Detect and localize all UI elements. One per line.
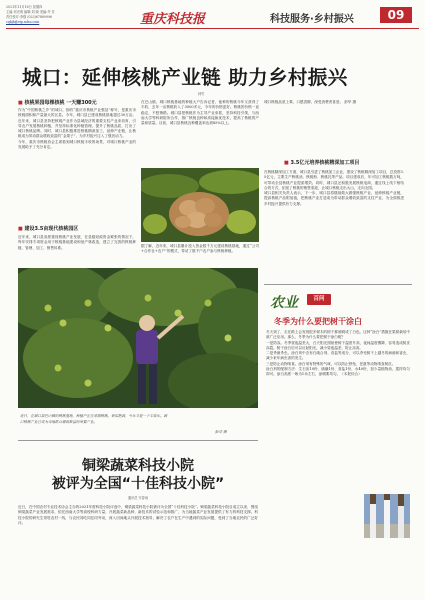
editor-line: 主编:邓光明 编辑:刘 晓 美编:许 芳 [6, 10, 55, 14]
orchard-photo-caption: 近日，在城口县巴山镇的核桃基地，种植户正在采摘核桃。果实饱满，今年又是一个丰收年。城口核桃产业已成为当地群众增收致富的重要产业。 [20, 414, 167, 424]
contact-line: 责任校对:李强 (023)67889996 [6, 15, 53, 19]
email-link[interactable]: cqkjb@vip.sohu.com [6, 20, 40, 24]
agri-badge: 百问 [307, 294, 331, 305]
lead-byline: 林竹 [198, 92, 205, 96]
subhead-marker: ■ [284, 160, 289, 166]
orchard-photo [18, 268, 258, 408]
bottom-byline: 通讯员 安春雨 [127, 496, 149, 500]
subhead-3: ■ 3.5亿元培养核桃精深加工项目 [284, 160, 360, 166]
bottom-headline-line2: 被评为全国“十佳科技小院” [51, 476, 225, 492]
subhead-marker: ■ [18, 226, 23, 232]
header-rule [6, 28, 419, 29]
date-line: 2021年11月16日 星期四 [6, 5, 43, 9]
bottom-headline-line1: 铜梁蔬菜科技小院 [82, 458, 194, 474]
section-name: 科技服务·乡村振兴 [270, 14, 354, 25]
walnut-photo [141, 168, 259, 242]
subhead-1: ■ 核桃果园每棵核桃 一天赚300元 [18, 100, 97, 106]
lead-col3-intro: 城口核桃品质上乘、口感香醇，深受消费者喜爱。 彭华 摄 [264, 100, 357, 104]
orchard-photo-credit: 彭华 摄 [215, 430, 227, 434]
lead-col3-text: 在核桃精深加工方面，城口县引进了核桃加工企业，建设了核桃精深加工项目，总投资3.5亿元，主要生产核桃油、核桃粉、核桃乳等产品。项目建成后，年可加工核桃数万吨，可带动全县核桃产业提质增效。同时，城口县还积极发展核桃电商，通过线上线下相结合的方式，拓宽了核桃的销售渠道，让城口核桃走出大山，走向全国。 城口县相关负责人表示，下一步，城口县将继续做大做强核桃产业，延伸核桃产业链，提高核桃产品附加值，把核桃产业打造成为带动群众增收致富的支柱产业，为全面推进乡村振兴提供有力支撑。 [264, 170, 404, 206]
bottom-divider [18, 440, 258, 441]
lead-headline: 城口：延伸核桃产业链 助力乡村振兴 [22, 66, 348, 89]
subhead-2: ■ 建设3.5亩现代核桃园区 [18, 226, 79, 232]
subhead-marker: ■ [18, 100, 23, 106]
paper-name: 重庆科技报 [140, 12, 206, 27]
lead-col1b-text: 近年来，城口县高度重视核桃产业发展，在县级财政资金紧张的情况下，每年安排专项资金用于核桃基地建设和低产林改造，建立了完善的核桃种植、管理、加工、销售体系。 [18, 235, 136, 250]
column-divider [264, 284, 412, 285]
bottom-text: 近日，在中国农村专业技术协会主办的2021年度科技小院评选中，铜梁蔬菜科技小院被评为全国“十佳科技小院”。铜梁蔬菜科技小院自成立以来，围绕铜梁蔬菜产业发展需求，依托西南大学等高校科研力量，开展蔬菜新品种、新技术的试验示范和推广，为当地蔬菜产业发展提供了有力的科技支撑。科技小院的研究生常驻农村一线，与农民同吃同住同劳动，深入田间地头开展技术指导，解决了农户在生产中遇到的实际问题，受到了当地农民的广泛好评。 [18, 505, 258, 525]
lead-col1-text: 作为“中国核桃之乡”的城口，拥有“重庆市核桃产业强县”称号，是重庆市核桃面积和产量最大的区县。今年，城口县已建成核桃基地超过30万亩。近年来，城口县坚持把核桃产业作为县域经济的重要支柱产业来培育，引导农户发展核桃种植，并坚持标准化种植管理，提升了核桃品质，打出了城口核桃品牌。同时，城口县积极推进核桃精深加工，延伸产业链，让核桃成为带动群众增收致富的“金果子”，为乡村振兴注入了强劲动力。 今年，重庆市核桃协会主席看到城口核桃丰收的场景，对城口核桃产业的发展给予了充分肯定。 [18, 108, 136, 150]
agri-headline: 冬季为什么要把树干涂白 [274, 317, 362, 326]
tree-trunk-photo [364, 494, 410, 538]
lead-col2-text: 在巴山镇，城口核桃基地的种植大户告诉记者，他种的核桃今年又获得了丰收，去年一亩核桃收入了3000多元，今年的价格更好。核桃的价格一直稳定，不愁销路。城口县把核桃作为主导产业来抓，坚持科技引领，与西南大学等科研院所合作，推广核桃良种和高接换优技术，提高了核桃的产量和质量。目前，城口县核桃良种覆盖率达到85%以上。 [141, 100, 259, 126]
agri-text: 冬天到了，走在路上会发现很多树木的树干都被刷成了白色。这种“涂白”措施在果树栽培中被广泛应用。那么，冬季为什么要把树干涂白呢？ 一是防冻。冬季昼夜温差大，白天阳光照射使树干温度升高，夜间温度骤降，容易造成树皮冻裂。树干涂白后可以反射阳光，减小昼夜温差，防止冻害。 二是杀菌杀虫。涂白剂中含有石硫合剂、食盐等成分，可以杀死树干上越冬的病菌和害虫，减少来年病虫害的发生。 三是防止动物啃食。涂白剂有特殊的气味，可以防止野兔、老鼠等动物啃食树皮。 涂白剂的配制方法：生石灰10份、硫磺1份、食盐1份、水40份，加少量植物油，搅拌均匀即可。涂白高度一般为1米左右，涂刷要均匀。（本报综合） [266, 330, 410, 377]
agri-brand: 农业 [270, 295, 298, 311]
page-number: 09 [380, 7, 412, 23]
lead-col2b-text: 据了解，近年来，城口县累计投入资金数千万元建设核桃基地，通过“公司+合作社+农户”的模式，带动了数千户农户参与核桃种植。 [141, 244, 259, 254]
